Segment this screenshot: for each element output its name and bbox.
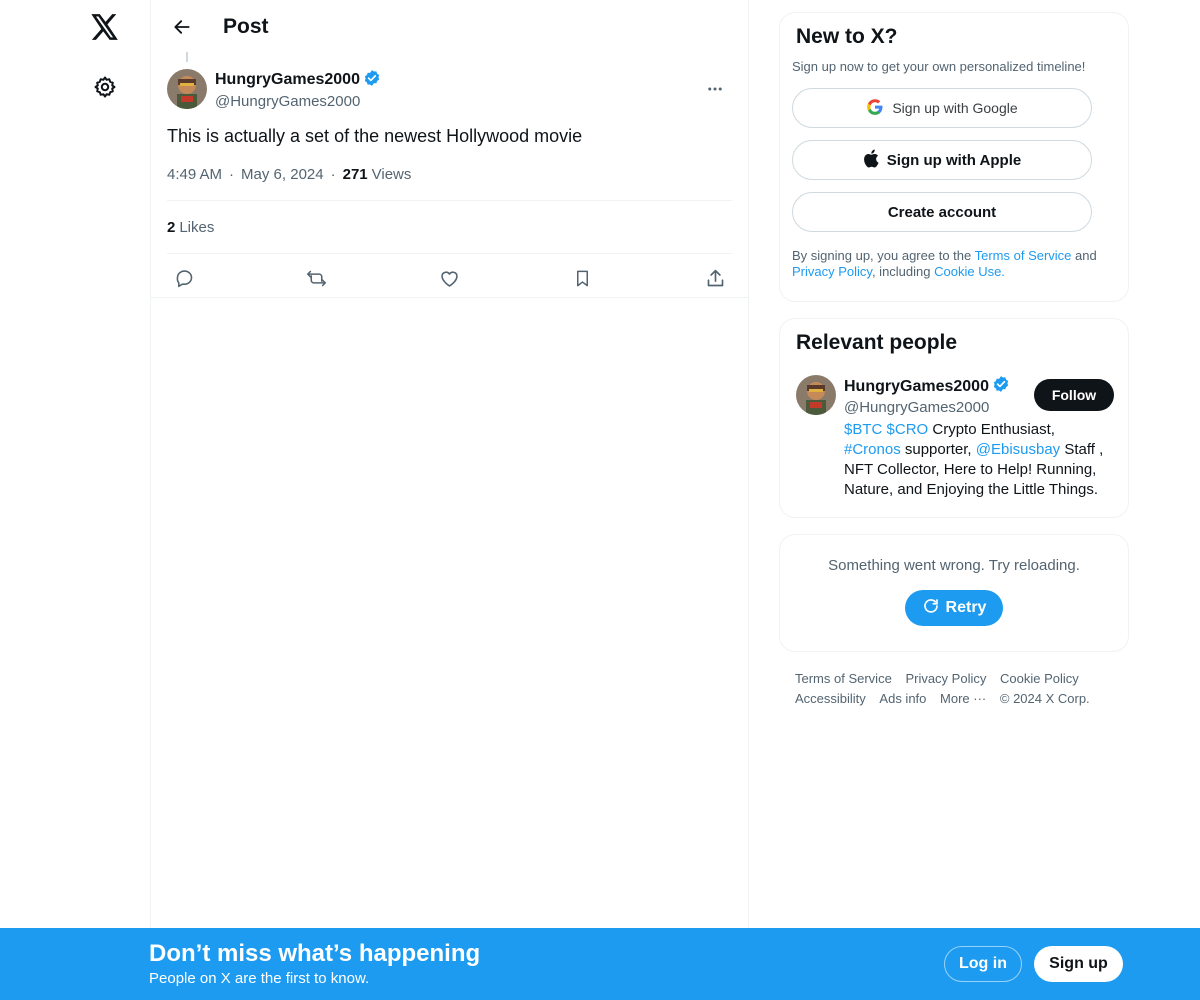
- relevant-person-bio: [844, 420, 1114, 500]
- footer-terms-link[interactable]: Terms of Service: [795, 671, 892, 686]
- back-arrow-icon[interactable]: [165, 10, 199, 44]
- settings-gear-icon[interactable]: [88, 70, 122, 104]
- avatar[interactable]: [167, 69, 207, 109]
- signup-card: [779, 12, 1129, 302]
- terms-link[interactable]: Terms of Service: [974, 248, 1072, 263]
- relevant-person-head: [844, 375, 1114, 416]
- likes-row[interactable]: [167, 201, 732, 253]
- author-name-row: [215, 69, 381, 92]
- thread-line: [186, 52, 188, 62]
- login-button[interactable]: Log in: [944, 946, 1022, 982]
- footer-privacy-link[interactable]: Privacy Policy: [905, 671, 987, 686]
- bio-hashtag-cronos[interactable]: #Cronos: [844, 441, 901, 458]
- relevant-person[interactable]: [796, 375, 1112, 500]
- repost-icon[interactable]: [304, 265, 330, 291]
- signup-card-subtitle: Sign up now to get your own personalized timeline!: [792, 59, 1086, 74]
- legal-prefix: By signing up, you agree to the: [792, 248, 975, 263]
- left-nav: [0, 0, 150, 1000]
- bio-cashtag-cro[interactable]: $CRO: [886, 421, 929, 438]
- bio-text-3: Staff , NFT Collector, Here to Help! Running, Nature, and Enjoying the Little Things.: [844, 441, 1104, 498]
- post-text: This is actually a set of the newest Hollywood movie: [167, 126, 583, 146]
- footer-accessibility-link[interactable]: Accessibility: [795, 691, 866, 706]
- verified-badge-icon: [363, 69, 381, 92]
- bio-mention-ebisusbay[interactable]: @Ebisusbay: [975, 441, 1061, 458]
- relevant-person-name[interactable]: HungryGames2000: [844, 377, 989, 395]
- top-bar: [151, 0, 748, 54]
- post-header: [167, 54, 732, 116]
- post-bottom-border: [150, 297, 749, 298]
- signup-google-label: Sign up with Google: [892, 100, 1018, 116]
- author-name[interactable]: HungryGames2000: [215, 71, 360, 88]
- signup-apple-button[interactable]: [792, 140, 1092, 180]
- bottom-banner: [0, 928, 1200, 1000]
- bio-text-1: Crypto Enthusiast,: [928, 421, 1055, 438]
- meta-separator: ·: [229, 165, 235, 183]
- privacy-link[interactable]: Privacy Policy: [792, 264, 872, 279]
- footer-more-link[interactable]: More ···: [940, 691, 987, 706]
- post-author: [215, 69, 381, 110]
- verified-badge-icon: [992, 375, 1010, 398]
- relevant-people-title: Relevant people: [796, 331, 958, 354]
- more-options-icon[interactable]: [698, 72, 732, 106]
- bio-cashtag-btc[interactable]: $BTC: [844, 421, 883, 438]
- cookie-use-link[interactable]: Cookie Use.: [934, 264, 1005, 279]
- like-heart-icon[interactable]: [437, 265, 463, 291]
- post-time[interactable]: 4:49 AM: [167, 165, 223, 183]
- signup-card-title: New to X?: [796, 25, 898, 48]
- signup-button[interactable]: Sign up: [1034, 946, 1123, 982]
- likes-count: 2: [167, 218, 176, 236]
- retry-label: Retry: [945, 599, 987, 616]
- relevant-person-handle[interactable]: @HungryGames2000: [844, 399, 990, 416]
- bookmark-icon[interactable]: [569, 265, 595, 291]
- footer-copyright: © 2024 X Corp.: [999, 691, 1090, 706]
- avatar[interactable]: [796, 375, 836, 415]
- author-name-row: [844, 375, 1010, 398]
- views-count: 271: [342, 165, 368, 183]
- likes-label: Likes: [179, 218, 215, 236]
- signup-apple-label: Sign up with Apple: [886, 151, 1022, 169]
- page-title: Post: [223, 15, 269, 38]
- post-date[interactable]: May 6, 2024: [241, 165, 324, 183]
- main-column: [150, 0, 749, 1000]
- footer-ads-link[interactable]: Ads info: [879, 691, 927, 706]
- meta-separator: ·: [330, 165, 336, 183]
- x-logo-icon[interactable]: [86, 8, 124, 46]
- share-icon[interactable]: [702, 265, 728, 291]
- error-message: Something went wrong. Try reloading.: [828, 557, 1080, 574]
- signup-google-button[interactable]: [792, 88, 1092, 128]
- views-label: Views: [371, 165, 412, 183]
- reply-icon[interactable]: [171, 265, 197, 291]
- legal-including: , including: [871, 264, 935, 279]
- post: [151, 54, 748, 302]
- follow-button[interactable]: Follow: [1034, 379, 1114, 411]
- relevant-person-names: [844, 375, 1010, 416]
- apple-icon: [863, 149, 879, 172]
- footer-links: [795, 669, 1125, 709]
- bio-text-2: supporter,: [900, 441, 976, 458]
- banner-title: Don’t miss what’s happening: [149, 940, 481, 967]
- legal-and: and: [1071, 248, 1097, 263]
- post-actions: [167, 254, 732, 302]
- relevant-people-card: [779, 318, 1129, 518]
- retry-button[interactable]: [905, 590, 1003, 626]
- relevant-person-body: [844, 375, 1114, 500]
- create-account-button[interactable]: Create account: [792, 192, 1092, 232]
- post-meta: [167, 162, 732, 186]
- signup-legal-text: [792, 248, 1116, 280]
- author-handle[interactable]: @HungryGames2000: [215, 92, 361, 110]
- banner-subtitle: People on X are the first to know.: [149, 970, 370, 987]
- google-icon: [866, 98, 884, 119]
- footer-cookie-link[interactable]: Cookie Policy: [999, 671, 1079, 686]
- refresh-icon: [922, 597, 940, 620]
- error-card: [779, 534, 1129, 652]
